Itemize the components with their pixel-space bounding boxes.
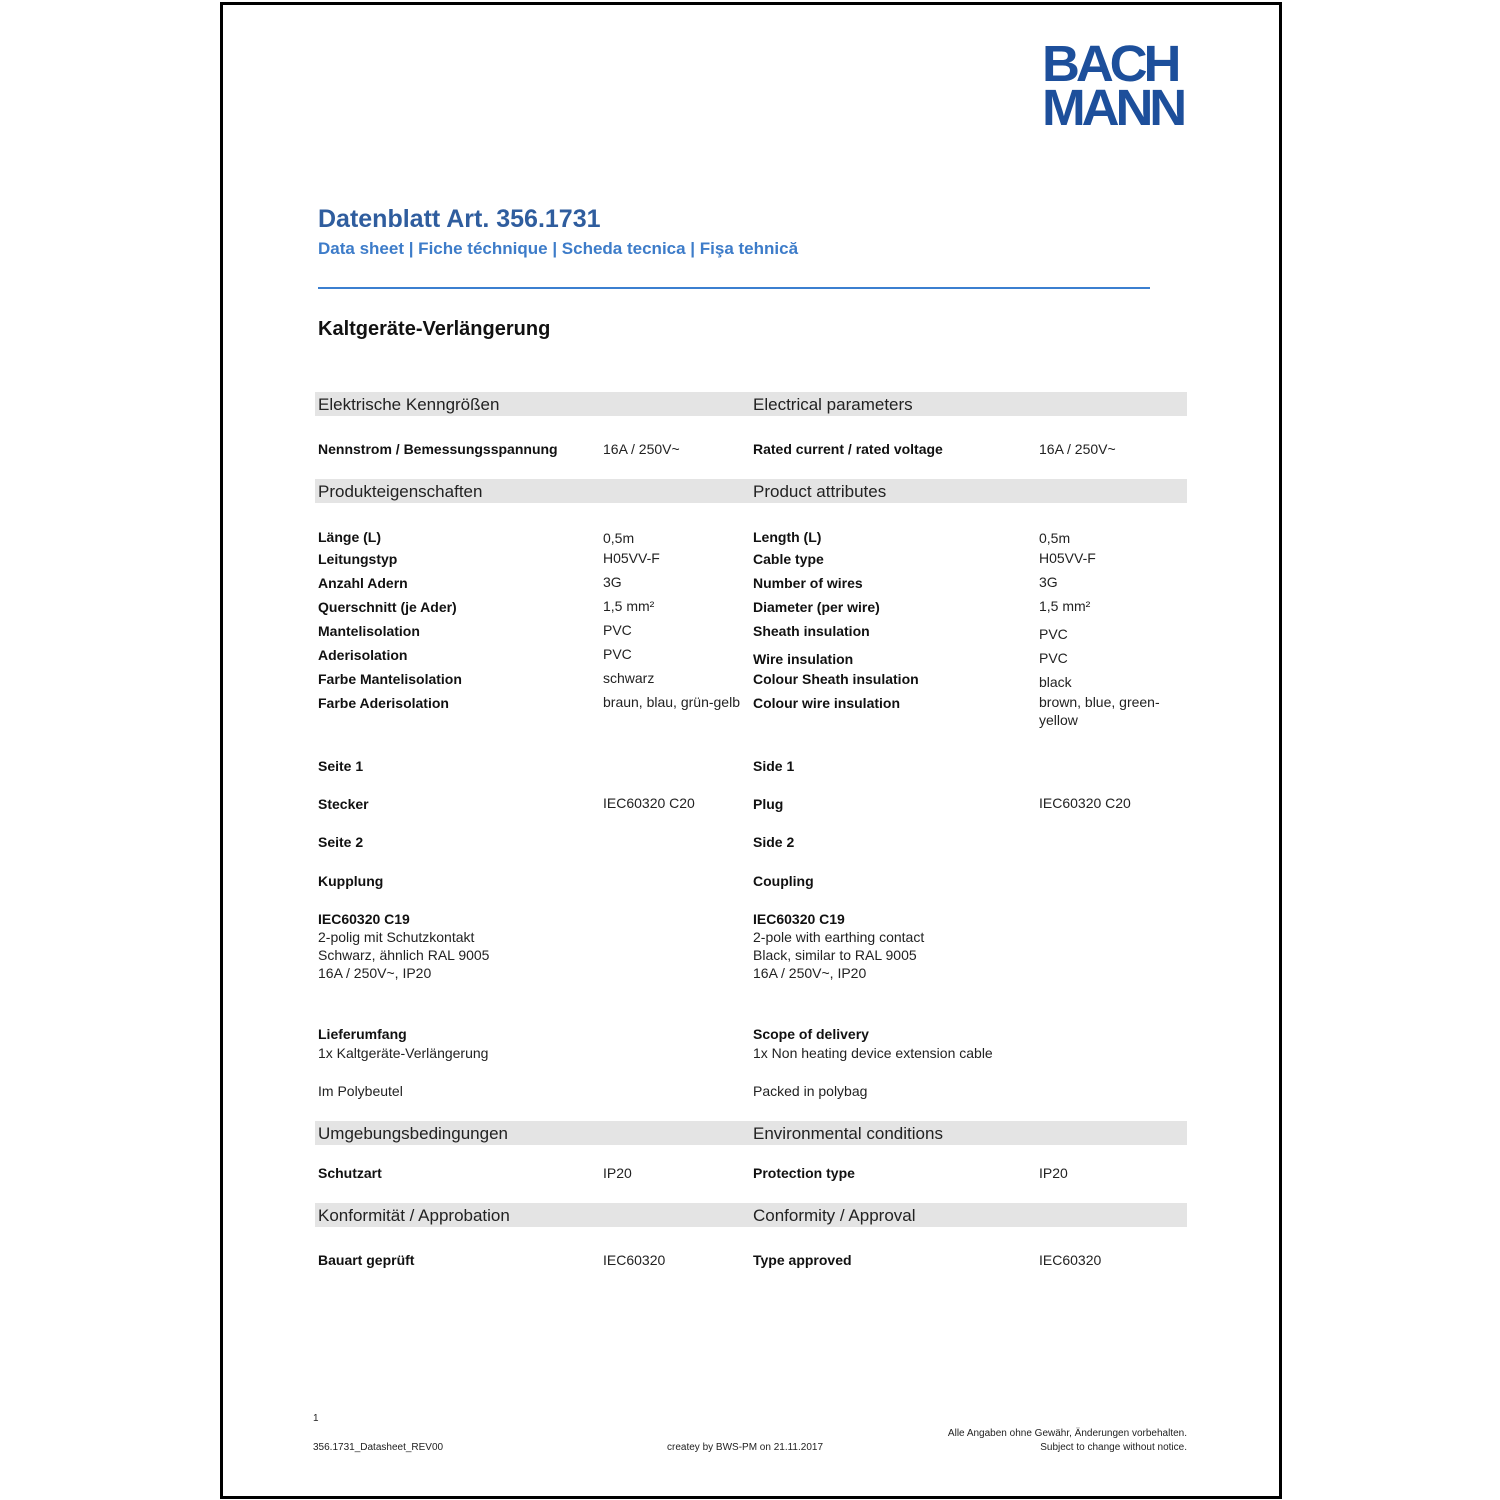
- colour-wire-value-en-line-2: yellow: [1039, 712, 1078, 728]
- diameter-value-en: 1,5 mm²: [1039, 598, 1091, 614]
- rated-current-value-de: 16A / 250V~: [603, 441, 680, 457]
- length-label-de: Länge (L): [318, 529, 381, 545]
- page-number: 1: [313, 1413, 319, 1424]
- coupling-label-de: Kupplung: [318, 873, 384, 889]
- protection-value-en: IP20: [1039, 1165, 1068, 1181]
- colour-wire-value-en-line-1: brown, blue, green-: [1039, 694, 1160, 710]
- header-divider: [318, 287, 1150, 289]
- section-heading-environment-en: Environmental conditions: [753, 1124, 943, 1143]
- section-heading-electrical-en: Electrical parameters: [753, 395, 913, 414]
- diameter-label-en: Diameter (per wire): [753, 599, 880, 615]
- type-approved-value-de: IEC60320: [603, 1252, 666, 1268]
- sheath-label-en: Sheath insulation: [753, 623, 870, 639]
- sheath-value-de: PVC: [603, 622, 632, 638]
- colour-wire-label-en: Colour wire insulation: [753, 695, 901, 711]
- delivery-heading-en: Scope of delivery: [753, 1026, 869, 1042]
- cable-type-value-de: H05VV-F: [603, 550, 660, 566]
- protection-label-de: Schutzart: [318, 1165, 382, 1181]
- footer-disclaimer-en: Subject to change without notice.: [1040, 1442, 1187, 1453]
- rated-current-label-en: Rated current / rated voltage: [753, 441, 943, 457]
- colour-wire-value-de: braun, blau, grün-gelb: [603, 694, 740, 710]
- coupling-label-en: Coupling: [753, 873, 814, 889]
- wire-insulation-label-en: Wire insulation: [753, 651, 854, 667]
- wires-value-de: 3G: [603, 574, 622, 590]
- side1-heading-en: Side 1: [753, 758, 795, 774]
- sheath-value-en: PVC: [1039, 626, 1068, 642]
- product-name: Kaltgeräte-Verlängerung: [318, 318, 551, 340]
- colour-sheath-label-de: Farbe Mantelisolation: [318, 671, 462, 687]
- connector-line-1-de: 2-polig mit Schutzkontakt: [318, 929, 475, 945]
- length-value-en: 0,5m: [1039, 530, 1071, 546]
- colour-sheath-value-de: schwarz: [603, 670, 655, 686]
- section-heading-product-en: Product attributes: [753, 482, 887, 501]
- connector-line-3-de: 16A / 250V~, IP20: [318, 965, 432, 981]
- delivery-item-de: 1x Kaltgeräte-Verlängerung: [318, 1045, 489, 1061]
- logo-line-2: MANN: [1042, 79, 1184, 136]
- connector-name-en: IEC60320 C19: [753, 911, 845, 927]
- section-heading-conformity-en: Conformity / Approval: [753, 1206, 916, 1225]
- bachmann-logo: [1042, 35, 1194, 136]
- side1-heading-de: Seite 1: [318, 758, 364, 774]
- cable-type-label-en: Cable type: [753, 551, 824, 567]
- connector-line-2-de: Schwarz, ähnlich RAL 9005: [318, 947, 490, 963]
- diameter-value-de: 1,5 mm²: [603, 598, 655, 614]
- plug-value-de: IEC60320 C20: [603, 795, 695, 811]
- type-approved-label-de: Bauart geprüft: [318, 1252, 415, 1268]
- footer-disclaimer-de: Alle Angaben ohne Gewähr, Änderungen vorbehalten.: [947, 1428, 1187, 1439]
- page-title: Datenblatt Art. 356.1731: [318, 205, 601, 233]
- cable-type-value-en: H05VV-F: [1039, 550, 1096, 566]
- section-heading-electrical-de: Elektrische Kenngrößen: [318, 395, 500, 414]
- connector-line-3-en: 16A / 250V~, IP20: [753, 965, 867, 981]
- delivery-pack-en: Packed in polybag: [753, 1083, 868, 1099]
- side2-heading-de: Seite 2: [318, 834, 364, 850]
- logo-line-1: BACH: [1042, 35, 1178, 92]
- colour-sheath-label-en: Colour Sheath insulation: [753, 671, 919, 687]
- colour-wire-label-de: Farbe Aderisolation: [318, 695, 449, 711]
- protection-value-de: IP20: [603, 1165, 632, 1181]
- delivery-pack-de: Im Polybeutel: [318, 1083, 403, 1099]
- length-label-en: Length (L): [753, 529, 822, 545]
- connector-line-2-en: Black, similar to RAL 9005: [753, 947, 917, 963]
- connector-name-de: IEC60320 C19: [318, 911, 410, 927]
- section-heading-product-de: Produkteigenschaften: [318, 482, 483, 501]
- type-approved-label-en: Type approved: [753, 1252, 852, 1268]
- plug-value-en: IEC60320 C20: [1039, 795, 1131, 811]
- footer-file-name: 356.1731_Datasheet_REV00: [313, 1442, 444, 1453]
- wires-value-en: 3G: [1039, 574, 1058, 590]
- plug-label-de: Stecker: [318, 796, 369, 812]
- rated-current-label-de: Nennstrom / Bemessungsspannung: [318, 441, 558, 457]
- section-heading-environment-de: Umgebungsbedingungen: [318, 1124, 508, 1143]
- type-approved-value-en: IEC60320: [1039, 1252, 1102, 1268]
- page-subtitle: Data sheet | Fiche téchnique | Scheda tecnica | Fişa tehnică: [318, 239, 799, 258]
- plug-label-en: Plug: [753, 796, 784, 812]
- rated-current-value-en: 16A / 250V~: [1039, 441, 1116, 457]
- delivery-heading-de: Lieferumfang: [318, 1026, 407, 1042]
- section-heading-conformity-de: Konformität / Approbation: [318, 1206, 510, 1225]
- wire-insulation-value-de: PVC: [603, 646, 632, 662]
- connector-line-1-en: 2-pole with earthing contact: [753, 929, 925, 945]
- cable-type-label-de: Leitungstyp: [318, 551, 398, 567]
- sheath-label-de: Mantelisolation: [318, 623, 420, 639]
- side2-heading-en: Side 2: [753, 834, 795, 850]
- protection-label-en: Protection type: [753, 1165, 855, 1181]
- wire-insulation-value-en: PVC: [1039, 650, 1068, 666]
- length-value-de: 0,5m: [603, 530, 635, 546]
- wires-label-en: Number of wires: [753, 575, 863, 591]
- wires-label-de: Anzahl Adern: [318, 575, 408, 591]
- footer-created: createy by BWS-PM on 21.11.2017: [667, 1442, 824, 1453]
- diameter-label-de: Querschnitt (je Ader): [318, 599, 457, 615]
- delivery-item-en: 1x Non heating device extension cable: [753, 1045, 993, 1061]
- colour-sheath-value-en: black: [1039, 674, 1072, 690]
- wire-insulation-label-de: Aderisolation: [318, 647, 408, 663]
